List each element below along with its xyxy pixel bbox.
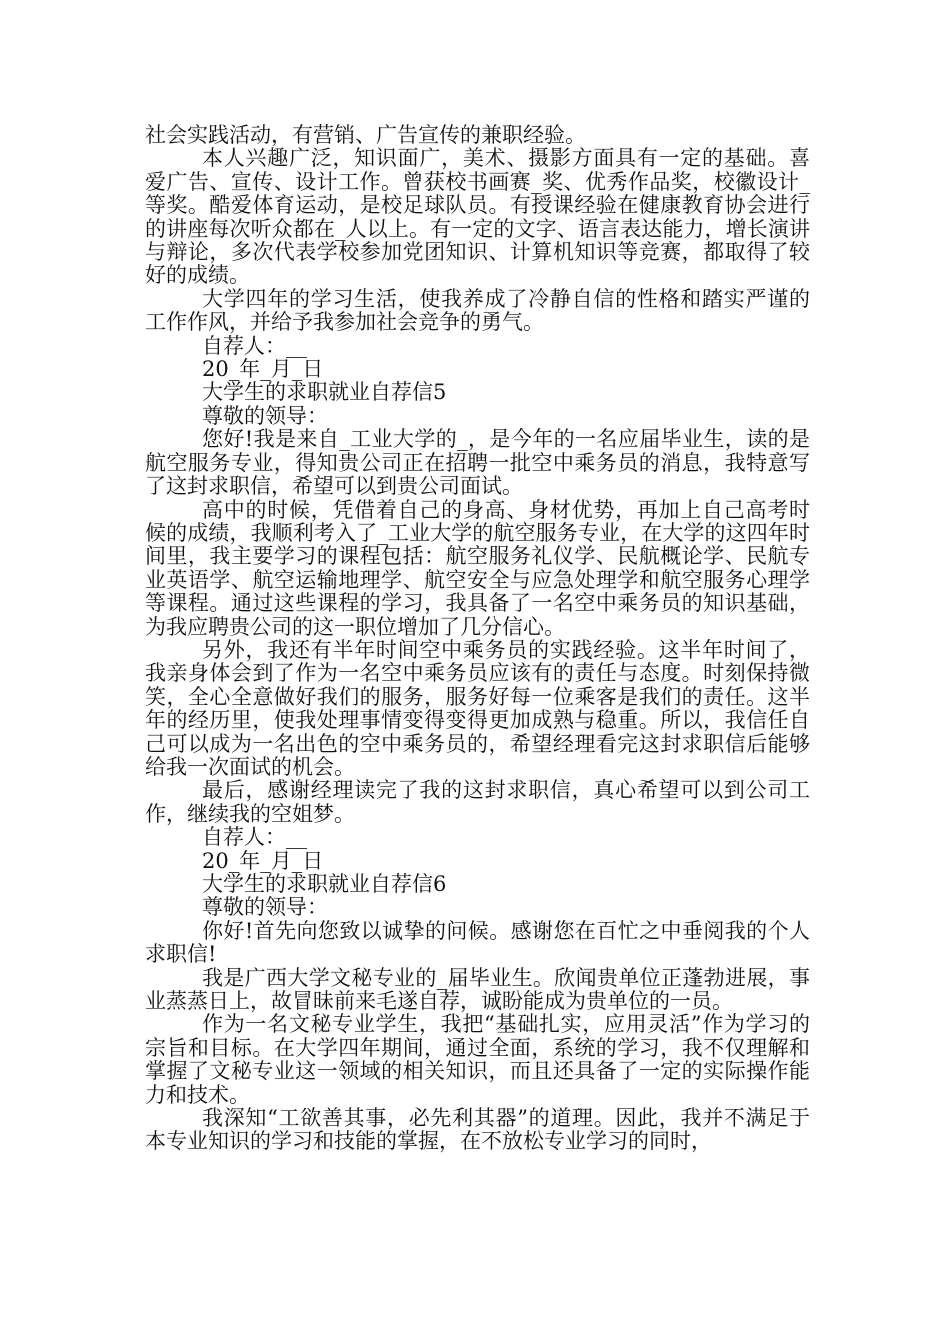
document-body xyxy=(145,124,810,1154)
paragraph-2: 本人兴趣广泛，知识面广，美术、摄影方面具有一定的基础。喜爱广告、宣传、设计工作。曾获校书画赛_奖、优秀作品奖，校徽设计_等奖。酷爱体育运动，是校足球队员。有授课经验在健康教育协会进行的讲座每次听众都在_人以上。有一定的文字、语言表达能力，增长演讲与辩论，多次代表学校参加党团知识、计算机知识等竞赛，都取得了较好的成绩。 xyxy=(145,146,810,288)
date-line-1: 20_年_月_日 xyxy=(202,357,324,382)
paragraph-3: 大学四年的学习生活，使我养成了冷静自信的性格和踏实严谨的工作作风，并给予我参加社会竞争的勇气。 xyxy=(145,286,810,335)
paragraph-6: 另外，我还有半年时间空中乘务员的实践经验。这半年时间了，我亲身体会到了作为一名空中乘务员应该有的责任与态度。时刻保持微笑，全心全意做好我们的服务，服务好每一位乘客是我们的责任。这半年的经历里，使我处理事情变得变得更加成熟与稳重。所以，我信任自己可以成为一名出色的空中乘务员的，希望经理看完这封求职信后能够给我一次面试的机会。 xyxy=(145,637,810,779)
paragraph-11: 我深知“工欲善其事，必先利其器”的道理。因此，我并不满足于本专业知识的学习和技能的掌握，在不放松专业学习的同时， xyxy=(145,1106,810,1154)
paragraph-7: 最后，感谢经理读完了我的这封求职信，真心希望可以到公司工作，继续我的空姐梦。 xyxy=(145,778,810,826)
paragraph-1: 社会实践活动，有营销、广告宣传的兼职经验。 xyxy=(145,123,586,147)
paragraph-9: 我是广西大学文秘专业的_届毕业生。欣闻贵单位正蓬勃进展，事业蒸蒸日上，故冒昧前来毛遂自荐，诚盼能成为贵单位的一员。 xyxy=(145,965,810,1014)
date-line-2: 20_年_月_日 xyxy=(202,848,324,873)
paragraph-4: 您好!我是来自_工业大学的_，是今年的一名应届毕业生，读的是航空服务专业，得知贵公司正在招聘一批空中乘务员的消息，我特意写了这封求职信，希望可以到贵公司面试。 xyxy=(145,427,810,499)
paragraph-8: 你好!首先向您致以诚挚的问候。感谢您在百忙之中垂阅我的个人求职信! xyxy=(145,918,810,967)
letter-title-6: 大学生的求职就业自荐信6 xyxy=(202,872,447,896)
letter-title-5: 大学生的求职就业自荐信5 xyxy=(202,380,447,405)
paragraph-5: 高中的时候，凭借着自己的身高、身材优势，再加上自己高考时候的成绩，我顺利考入了_工业大学的航空服务专业，在大学的这四年时间里，我主要学习的课程包括：航空服务礼仪学、民航概论学、民航专业英语学、航空运输地理学、航空安全与应急处理学和航空服务心理学等课程。通过这些课程的学习，我具备了一名空中乘务员的知识基础，为我应聘贵公司的这一职位增加了几分信心。 xyxy=(145,497,810,639)
salutation-1: 尊敬的领导： xyxy=(202,403,328,428)
signature-line-2: 自荐人：__ xyxy=(202,825,307,850)
paragraph-10: 作为一名文秘专业学生，我把“基础扎实，应用灵活”作为学习的宗旨和目标。在大学四年期间，通过全面，系统的学习，我不仅理解和掌握了文秘专业这一领域的相关知识，而且还具备了一定的实际操作能力和技术。 xyxy=(145,1012,810,1107)
signature-line-1: 自荐人：__ xyxy=(202,333,307,358)
salutation-2: 尊敬的领导： xyxy=(202,895,328,920)
